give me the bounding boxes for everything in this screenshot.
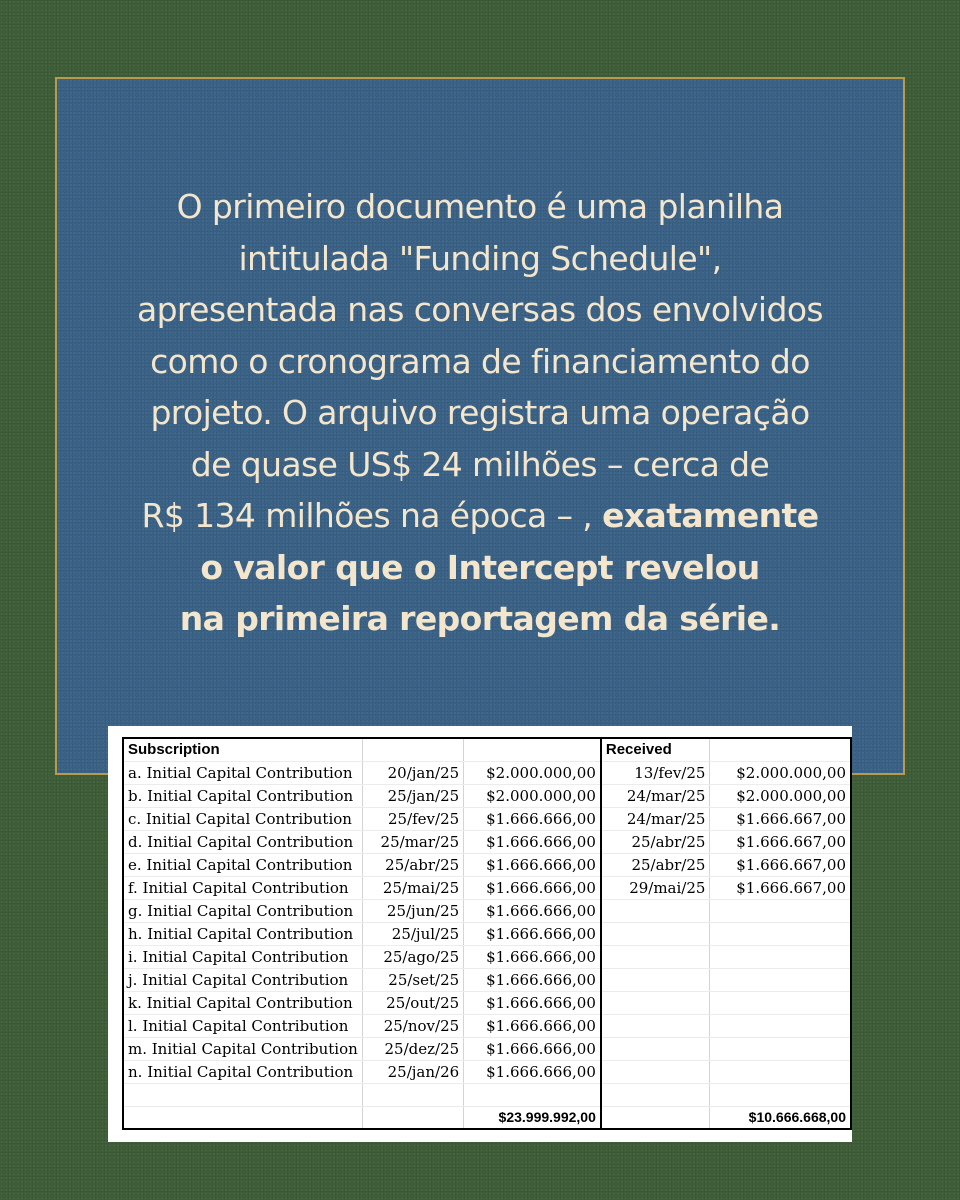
table-row	[123, 1060, 851, 1083]
subscription-amount: $1.666.666,00	[464, 945, 601, 968]
subscription-amount: $1.666.666,00	[464, 899, 601, 922]
received-amount: $1.666.667,00	[710, 807, 851, 830]
contribution-label: m. Initial Capital Contribution	[123, 1037, 362, 1060]
table-row	[123, 1037, 851, 1060]
received-date	[601, 922, 710, 945]
received-total: $10.666.668,00	[710, 1106, 851, 1129]
header-row	[123, 738, 851, 761]
contribution-label: k. Initial Capital Contribution	[123, 991, 362, 1014]
totals-row	[123, 1106, 851, 1129]
subscription-date: 25/abr/25	[362, 853, 463, 876]
empty-cell	[464, 1083, 601, 1106]
received-date: 24/mar/25	[601, 807, 710, 830]
received-date: 29/mai/25	[601, 876, 710, 899]
headline-line-regular: R$ 134 milhões na época – ,	[141, 496, 603, 535]
received-date: 25/abr/25	[601, 853, 710, 876]
contribution-label: a. Initial Capital Contribution	[123, 761, 362, 784]
received-amount: $2.000.000,00	[710, 784, 851, 807]
empty-cell	[123, 1106, 362, 1129]
headline-line	[57, 490, 903, 542]
subscription-date: 25/out/25	[362, 991, 463, 1014]
table-row	[123, 1014, 851, 1037]
table-row	[123, 807, 851, 830]
received-header: Received	[601, 738, 710, 761]
table-row	[123, 761, 851, 784]
subscription-amount: $2.000.000,00	[464, 761, 601, 784]
headline-panel	[55, 77, 905, 775]
contribution-label: d. Initial Capital Contribution	[123, 830, 362, 853]
empty-cell	[362, 1106, 463, 1129]
received-amount	[710, 945, 851, 968]
subscription-amount: $1.666.666,00	[464, 1060, 601, 1083]
empty-cell	[362, 738, 463, 761]
subscription-date: 25/jan/25	[362, 784, 463, 807]
subscription-amount: $2.000.000,00	[464, 784, 601, 807]
subscription-date: 25/nov/25	[362, 1014, 463, 1037]
received-date: 25/abr/25	[601, 830, 710, 853]
received-amount: $1.666.667,00	[710, 876, 851, 899]
contribution-label: e. Initial Capital Contribution	[123, 853, 362, 876]
funding-schedule-table	[122, 737, 852, 1130]
table-row	[123, 830, 851, 853]
received-date	[601, 1014, 710, 1037]
subscription-amount: $1.666.666,00	[464, 807, 601, 830]
empty-cell	[123, 1083, 362, 1106]
subscription-date: 25/jun/25	[362, 899, 463, 922]
subscription-date: 25/mar/25	[362, 830, 463, 853]
headline-line: de quase US$ 24 milhões – cerca de	[190, 444, 770, 484]
headline-bold-line: na primeira reportagem da série.	[179, 599, 781, 638]
received-date	[601, 1037, 710, 1060]
empty-cell	[601, 1106, 710, 1129]
empty-cell	[464, 738, 601, 761]
empty-cell	[601, 1083, 710, 1106]
received-amount: $2.000.000,00	[710, 761, 851, 784]
contribution-label: f. Initial Capital Contribution	[123, 876, 362, 899]
empty-cell	[710, 1083, 851, 1106]
subscription-date: 20/jan/25	[362, 761, 463, 784]
table-row	[123, 784, 851, 807]
received-date	[601, 991, 710, 1014]
received-amount	[710, 899, 851, 922]
contribution-label: h. Initial Capital Contribution	[123, 922, 362, 945]
subscription-total: $23.999.992,00	[464, 1106, 601, 1129]
subscription-amount: $1.666.666,00	[464, 876, 601, 899]
subscription-header: Subscription	[123, 738, 362, 761]
received-amount	[710, 1037, 851, 1060]
table-row	[123, 853, 851, 876]
received-date: 13/fev/25	[601, 761, 710, 784]
headline-line: como o cronograma de financiamento do	[150, 341, 810, 381]
contribution-label: j. Initial Capital Contribution	[123, 968, 362, 991]
headline-line: projeto. O arquivo registra uma operação	[150, 393, 810, 432]
table-row	[123, 945, 851, 968]
subscription-amount: $1.666.666,00	[464, 1037, 601, 1060]
blank-row	[123, 1083, 851, 1106]
subscription-date: 25/dez/25	[362, 1037, 463, 1060]
table-row	[123, 968, 851, 991]
headline-bold-line: o valor que o Intercept revelou	[200, 547, 760, 587]
empty-cell	[710, 738, 851, 761]
contribution-label: g. Initial Capital Contribution	[123, 899, 362, 922]
subscription-date: 25/fev/25	[362, 807, 463, 830]
received-amount	[710, 968, 851, 991]
received-amount: $1.666.667,00	[710, 853, 851, 876]
headline-text	[57, 181, 903, 645]
received-amount	[710, 1060, 851, 1083]
subscription-date: 25/set/25	[362, 968, 463, 991]
subscription-amount: $1.666.666,00	[464, 922, 601, 945]
table-row	[123, 991, 851, 1014]
subscription-amount: $1.666.666,00	[464, 830, 601, 853]
subscription-amount: $1.666.666,00	[464, 991, 601, 1014]
headline-emphasis: exatamente	[602, 496, 819, 535]
received-amount: $1.666.667,00	[710, 830, 851, 853]
subscription-date: 25/jan/26	[362, 1060, 463, 1083]
empty-cell	[362, 1083, 463, 1106]
received-date	[601, 899, 710, 922]
subscription-date: 25/jul/25	[362, 922, 463, 945]
headline-line: O primeiro documento é uma planilha	[176, 187, 784, 226]
subscription-date: 25/mai/25	[362, 876, 463, 899]
table-row	[123, 922, 851, 945]
contribution-label: c. Initial Capital Contribution	[123, 807, 362, 830]
received-date: 24/mar/25	[601, 784, 710, 807]
subscription-amount: $1.666.666,00	[464, 968, 601, 991]
subscription-amount: $1.666.666,00	[464, 1014, 601, 1037]
contribution-label: i. Initial Capital Contribution	[123, 945, 362, 968]
contribution-label: n. Initial Capital Contribution	[123, 1060, 362, 1083]
headline-line: apresentada nas conversas dos envolvidos	[136, 290, 824, 329]
subscription-date: 25/ago/25	[362, 945, 463, 968]
received-date	[601, 1060, 710, 1083]
table-row	[123, 899, 851, 922]
contribution-label: b. Initial Capital Contribution	[123, 784, 362, 807]
funding-schedule-spreadsheet	[108, 726, 852, 1142]
received-amount	[710, 991, 851, 1014]
received-date	[601, 968, 710, 991]
subscription-amount: $1.666.666,00	[464, 853, 601, 876]
received-amount	[710, 1014, 851, 1037]
headline-line: intitulada "Funding Schedule",	[238, 238, 722, 278]
table-row	[123, 876, 851, 899]
received-amount	[710, 922, 851, 945]
contribution-label: l. Initial Capital Contribution	[123, 1014, 362, 1037]
received-date	[601, 945, 710, 968]
